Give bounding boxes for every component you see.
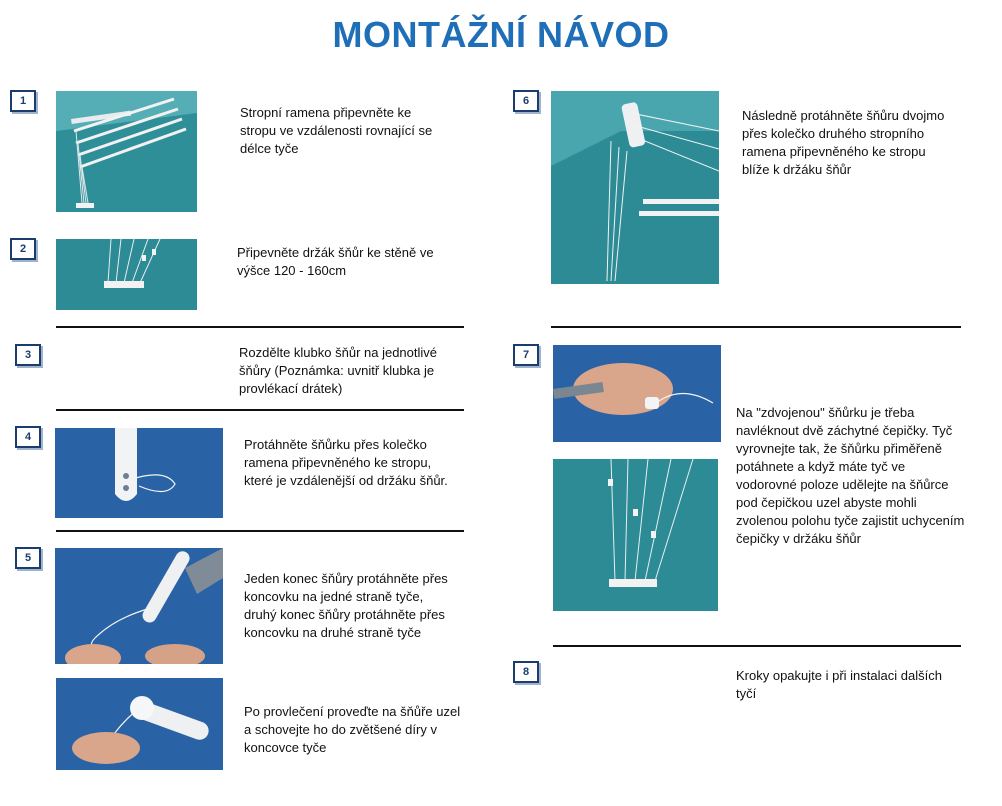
text-line: délce tyče <box>240 141 299 156</box>
step-6-number: 6 <box>513 90 539 112</box>
step-1-photo <box>56 91 197 212</box>
text-line: ramena připevněného ke stropu <box>742 144 926 159</box>
text-line: blíže k držáku šňůr <box>742 162 852 177</box>
step-5-photo <box>55 548 223 664</box>
text-line: Jeden konec šňůry protáhněte přes <box>244 571 448 586</box>
step-1-text <box>240 104 432 158</box>
text-line: přes kolečko druhého stropního <box>742 126 925 141</box>
text-line: vyrovnejte tak, že šňůrku přiměřeně <box>736 441 942 456</box>
divider <box>56 409 464 411</box>
text-line: provlékací drátek) <box>239 381 343 396</box>
step-3-number: 3 <box>15 344 41 366</box>
text-line: koncovku na druhé straně tyče <box>244 625 422 640</box>
step-8-number: 8 <box>513 661 539 683</box>
text-line: koncovku na jedné straně tyče, <box>244 589 424 604</box>
step-6-photo <box>551 91 719 284</box>
text-line: Následně protáhněte šňůru dvojmo <box>742 108 945 123</box>
text-line: koncovce tyče <box>244 740 327 755</box>
step-6-text <box>742 107 944 179</box>
step-2-text <box>237 244 434 280</box>
step-5b-text <box>244 703 460 757</box>
step-1-number: 1 <box>10 90 36 112</box>
divider <box>56 530 464 532</box>
step-2-number: 2 <box>10 238 36 260</box>
step-8-text <box>736 667 942 703</box>
step-4-text <box>244 436 448 490</box>
text-line: a schovejte ho do zvětšené díry v <box>244 722 437 737</box>
divider <box>56 326 464 328</box>
text-line: druhý konec šňůry protáhněte přes <box>244 607 445 622</box>
step-4-photo <box>55 428 223 518</box>
text-line: Připevněte držák šňůr ke stěně ve <box>237 245 434 260</box>
text-line: šňůry (Poznámka: uvnitř klubka je <box>239 363 435 378</box>
step-5-number: 5 <box>15 547 41 569</box>
step-5b-photo <box>56 678 223 770</box>
text-line: ramena připevněného ke stropu, <box>244 455 432 470</box>
text-line: Rozdělte klubko šňůr na jednotlivé <box>239 345 438 360</box>
text-line: potáhnete a když máte tyč ve <box>736 459 906 474</box>
text-line: Stropní ramena připevněte ke <box>240 105 412 120</box>
step-7-text <box>736 404 964 548</box>
divider <box>551 326 961 328</box>
text-line: které je vzdálenější od držáku šňůr. <box>244 473 448 488</box>
text-line: výšce 120 - 160cm <box>237 263 347 278</box>
text-line: navléknout dvě záchytné čepičky. Tyč <box>736 423 953 438</box>
text-line: vodorovné poloze udělejte na šňůrce <box>736 477 949 492</box>
step-7-number: 7 <box>513 344 539 366</box>
text-line: stropu ve vzdálenosti rovnající se <box>240 123 433 138</box>
text-line: tyčí <box>736 686 757 701</box>
text-line: čepičky v držáku šňůr <box>736 531 861 546</box>
text-line: Kroky opakujte i při instalaci dalších <box>736 668 942 683</box>
divider <box>553 645 961 647</box>
step-7b-photo <box>553 459 718 611</box>
text-line: Protáhněte šňůrku přes kolečko <box>244 437 427 452</box>
step-7-photo <box>553 345 721 442</box>
step-3-text <box>239 344 437 398</box>
text-line: zvolenou polohu tyče zajistit uchycením <box>736 513 965 528</box>
text-line: Na "zdvojenou" šňůrku je třeba <box>736 405 915 420</box>
text-line: pod čepičkou uzel abyste mohli <box>736 495 917 510</box>
page-title: MONTÁŽNÍ NÁVOD <box>332 14 670 55</box>
step-5-text <box>244 570 448 642</box>
step-4-number: 4 <box>15 426 41 448</box>
text-line: Po provlečení proveďte na šňůře uzel <box>244 704 461 719</box>
step-2-photo <box>56 239 197 310</box>
